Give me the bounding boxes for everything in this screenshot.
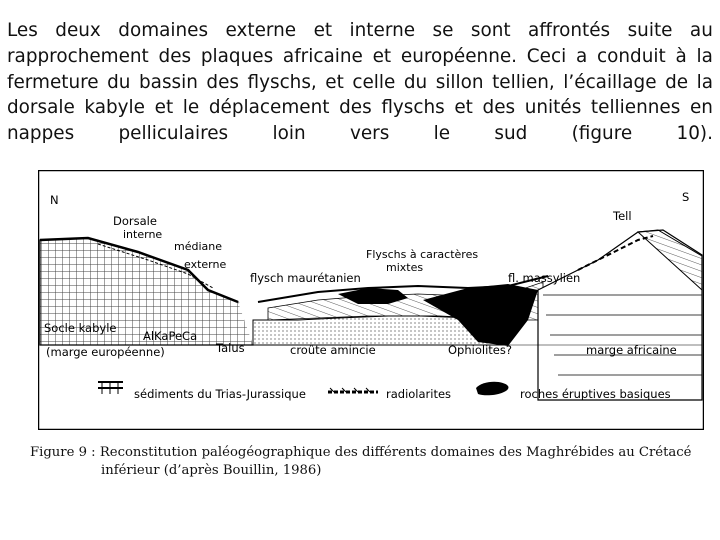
paragraph-word: l’écaillage xyxy=(563,71,657,93)
flysch-mauretanien-label: flysch maurétanien xyxy=(250,271,361,285)
paragraph-word: vers xyxy=(349,123,390,145)
body-paragraph xyxy=(7,18,713,147)
paragraph-word: et xyxy=(372,45,392,67)
paragraph-word: affrontés xyxy=(528,20,611,41)
paragraph-word: kabyle xyxy=(84,97,145,119)
flyschs-caracteres-label: Flyschs à caractères xyxy=(366,248,479,261)
caption-line-2: inférieur (d’après Bouillin, 1986) xyxy=(101,463,322,478)
paragraph-line-4 xyxy=(7,95,713,121)
externe-label: externe xyxy=(184,258,227,271)
paragraph-word: flyschs, xyxy=(247,71,317,93)
paragraph-word: loin xyxy=(272,123,306,145)
legend-radiolarites-label: radiolarites xyxy=(386,387,452,401)
paragraph-word: dorsale xyxy=(7,97,75,119)
paragraph-word: unités xyxy=(524,97,582,119)
caption-label: Figure 9 : xyxy=(30,445,96,460)
caption-line-1: Reconstitution paléogéographique des différents domaines des Maghrébides au Crétacé xyxy=(99,445,692,460)
paragraph-word: africaine xyxy=(282,45,363,67)
paragraph-word: domaines xyxy=(118,20,209,41)
paragraph-word: telliennes xyxy=(590,97,681,119)
talus-label: Talus xyxy=(216,341,245,355)
paragraph-word: en xyxy=(689,97,713,119)
paragraph-line-5 xyxy=(7,121,713,147)
paragraph-word: sont xyxy=(470,20,511,41)
paragraph-word: conduit xyxy=(597,45,666,67)
paragraph-word: et xyxy=(154,97,174,119)
marge-europeenne-label: (marge européenne) xyxy=(46,345,165,359)
paragraph-word: et xyxy=(313,20,333,41)
paragraph-word: la xyxy=(696,71,713,93)
mixtes-label: mixtes xyxy=(386,261,424,274)
paragraph-word: des xyxy=(158,45,192,67)
paragraph-word: à xyxy=(675,45,687,67)
paragraph-line-2 xyxy=(7,44,713,70)
paragraph-word: Les xyxy=(7,20,38,41)
paragraph-word: bassin xyxy=(139,71,198,93)
paragraph-word: et xyxy=(454,97,473,119)
socle-kabyle-label: Socle kabyle xyxy=(44,321,117,335)
paragraph-word: et xyxy=(325,71,344,93)
cross-section-diagram xyxy=(38,170,704,430)
north-label: N xyxy=(50,193,59,207)
paragraph-line-3 xyxy=(7,70,713,96)
paragraph-word: nappes xyxy=(7,123,75,145)
paragraph-word: se xyxy=(432,20,454,41)
ophiolites-label: Ophiolites? xyxy=(448,343,512,357)
paragraph-word: Ceci xyxy=(526,45,567,67)
paragraph-word: deux xyxy=(55,20,101,41)
dorsale-label: Dorsale xyxy=(113,214,157,228)
legend-roches-label: roches éruptives basiques xyxy=(520,387,671,401)
paragraph-word: au xyxy=(689,20,713,41)
paragraph-line-1 xyxy=(7,18,713,44)
paragraph-word: externe xyxy=(225,20,297,41)
paragraph-word: sillon xyxy=(435,71,484,93)
legend-trias-label: sédiments du Trias-Jurassique xyxy=(134,387,306,401)
paragraph-word: 10). xyxy=(676,123,713,145)
flysch-massylien-label: fl. massylien xyxy=(508,271,581,285)
croute-amincie-label: croûte amincie xyxy=(290,343,376,357)
paragraph-word: pelliculaires xyxy=(118,123,229,145)
paragraph-word: le xyxy=(433,123,451,145)
paragraph-word: (figure xyxy=(571,123,633,145)
paragraph-word: tellien, xyxy=(492,71,555,93)
paragraph-word: flyschs xyxy=(381,97,445,119)
paragraph-word: du xyxy=(403,71,428,93)
paragraph-word: plaques xyxy=(200,45,274,67)
paleogeographic-figure xyxy=(38,170,704,430)
paragraph-word: sud xyxy=(494,123,528,145)
paragraph-word: rapprochement xyxy=(7,45,149,67)
paragraph-word: des xyxy=(339,97,372,119)
paragraph-word: le xyxy=(182,97,200,119)
tell-label: Tell xyxy=(613,209,632,223)
interne-label: interne xyxy=(123,228,163,241)
paragraph-word: de xyxy=(665,71,689,93)
paragraph-word: des xyxy=(206,71,239,93)
paragraph-word: déplacement xyxy=(208,97,330,119)
paragraph-word: suite xyxy=(627,20,673,41)
paragraph-word: a xyxy=(575,45,588,67)
paragraph-word: fermeture xyxy=(7,71,99,93)
alkapeca-label: AlKaPeCa xyxy=(143,329,198,343)
paragraph-word: européenne. xyxy=(400,45,518,67)
paragraph-word: la xyxy=(696,45,713,67)
paragraph-word: celle xyxy=(352,71,396,93)
south-label: S xyxy=(682,190,690,204)
mediane-label: médiane xyxy=(174,240,223,253)
figure-caption xyxy=(30,444,700,480)
marge-africaine-label: marge africaine xyxy=(586,343,677,357)
paragraph-word: du xyxy=(107,71,131,93)
paragraph-word: des xyxy=(482,97,516,119)
paragraph-word: interne xyxy=(349,20,416,41)
